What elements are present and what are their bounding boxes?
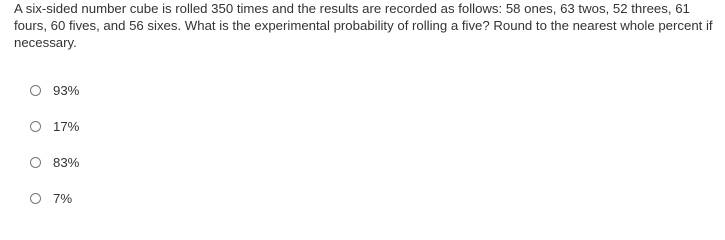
radio-button[interactable] <box>30 157 41 168</box>
answer-label: 83% <box>53 154 80 170</box>
radio-button[interactable] <box>30 85 41 96</box>
answer-option-2[interactable] <box>30 108 79 144</box>
answer-label: 17% <box>53 118 80 134</box>
question-text: A six-sided number cube is rolled 350 times and the results are recorded as follows: 58 ones, 63 twos, 52 threes, 61 fours, 60 fives, and 56 sixes. What is the experimental probability of rolling a five? Round to the nearest whole percent if necessary. <box>14 1 713 50</box>
radio-button[interactable] <box>30 193 41 204</box>
radio-button[interactable] <box>30 121 41 132</box>
answer-option-4[interactable] <box>30 180 79 216</box>
answer-options <box>30 72 79 216</box>
answer-label: 93% <box>53 82 80 98</box>
answer-option-3[interactable] <box>30 144 79 180</box>
answer-option-1[interactable] <box>30 72 79 108</box>
answer-label: 7% <box>53 190 73 206</box>
